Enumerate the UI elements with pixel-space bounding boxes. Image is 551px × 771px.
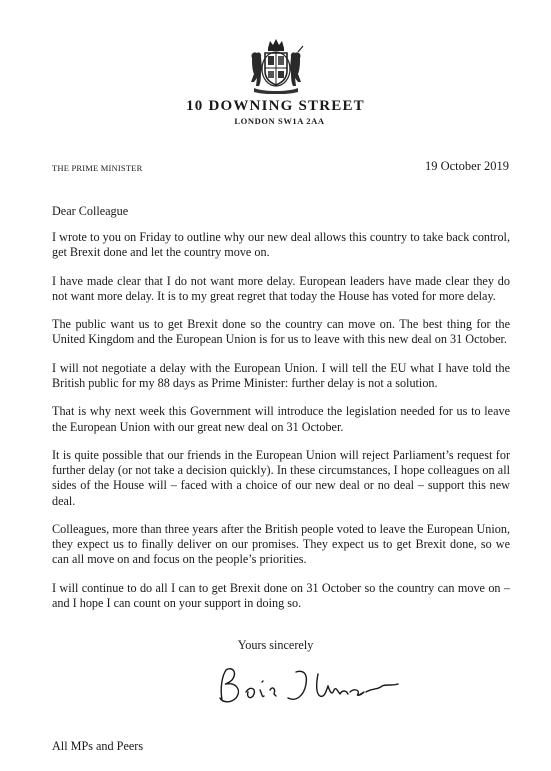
recipients-line: All MPs and Peers — [52, 739, 144, 753]
letter-date: 19 October 2019 — [424, 159, 509, 173]
paragraph: I wrote to you on Friday to outline why our new deal allows this country to take back control, get Brexit done and let the country move on. — [52, 230, 510, 260]
royal-coat-of-arms-icon — [246, 38, 306, 94]
paragraph: Colleagues, more than three years after the British people voted to leave the European Union, they expect us to finally deliver on our promises. They expect us to get Brexit done, so we can all move on and focus on the people’s priorities. — [52, 521, 510, 567]
paragraph: I will continue to do all I can to get Brexit done on 31 October so the country can move on – and I hope I can count on your support in doing so. — [52, 580, 510, 610]
closing: Yours sincerely — [237, 638, 314, 652]
letterhead-postcode: LONDON SW1A 2AA — [234, 116, 325, 126]
paragraph: I will not negotiate a delay with the European Union. I will tell the EU what I have told the British public for my 88 days as Prime Minister: further delay is not a solution. — [52, 360, 510, 390]
paragraph: The public want us to get Brexit done so the country can move on. The best thing for the United Kingdom and the European Union is for us to leave with this new deal on 31 October. — [52, 317, 510, 347]
salutation: Dear Colleague — [52, 204, 129, 218]
paragraph: I have made clear that I do not want more delay. European leaders have made clear they do not want more delay. It is to my great regret that today the House has voted for more delay. — [52, 273, 510, 303]
paragraph: It is quite possible that our friends in the European Union will reject Parliament’s request for further delay (or not take a decision quickly). In these circumstances, I hope colleagues on all sides of the House will – faced with a choice of our new deal or no deal – support this new deal. — [52, 447, 510, 508]
handwritten-signature — [210, 662, 410, 710]
letter-body — [52, 230, 510, 624]
sender-title: THE PRIME MINISTER — [52, 163, 143, 173]
paragraph: That is why next week this Government will introduce the legislation needed for us to leave the European Union with our great new deal on 31 October. — [52, 404, 510, 434]
letterhead-address: 10 DOWNING STREET — [186, 98, 365, 114]
